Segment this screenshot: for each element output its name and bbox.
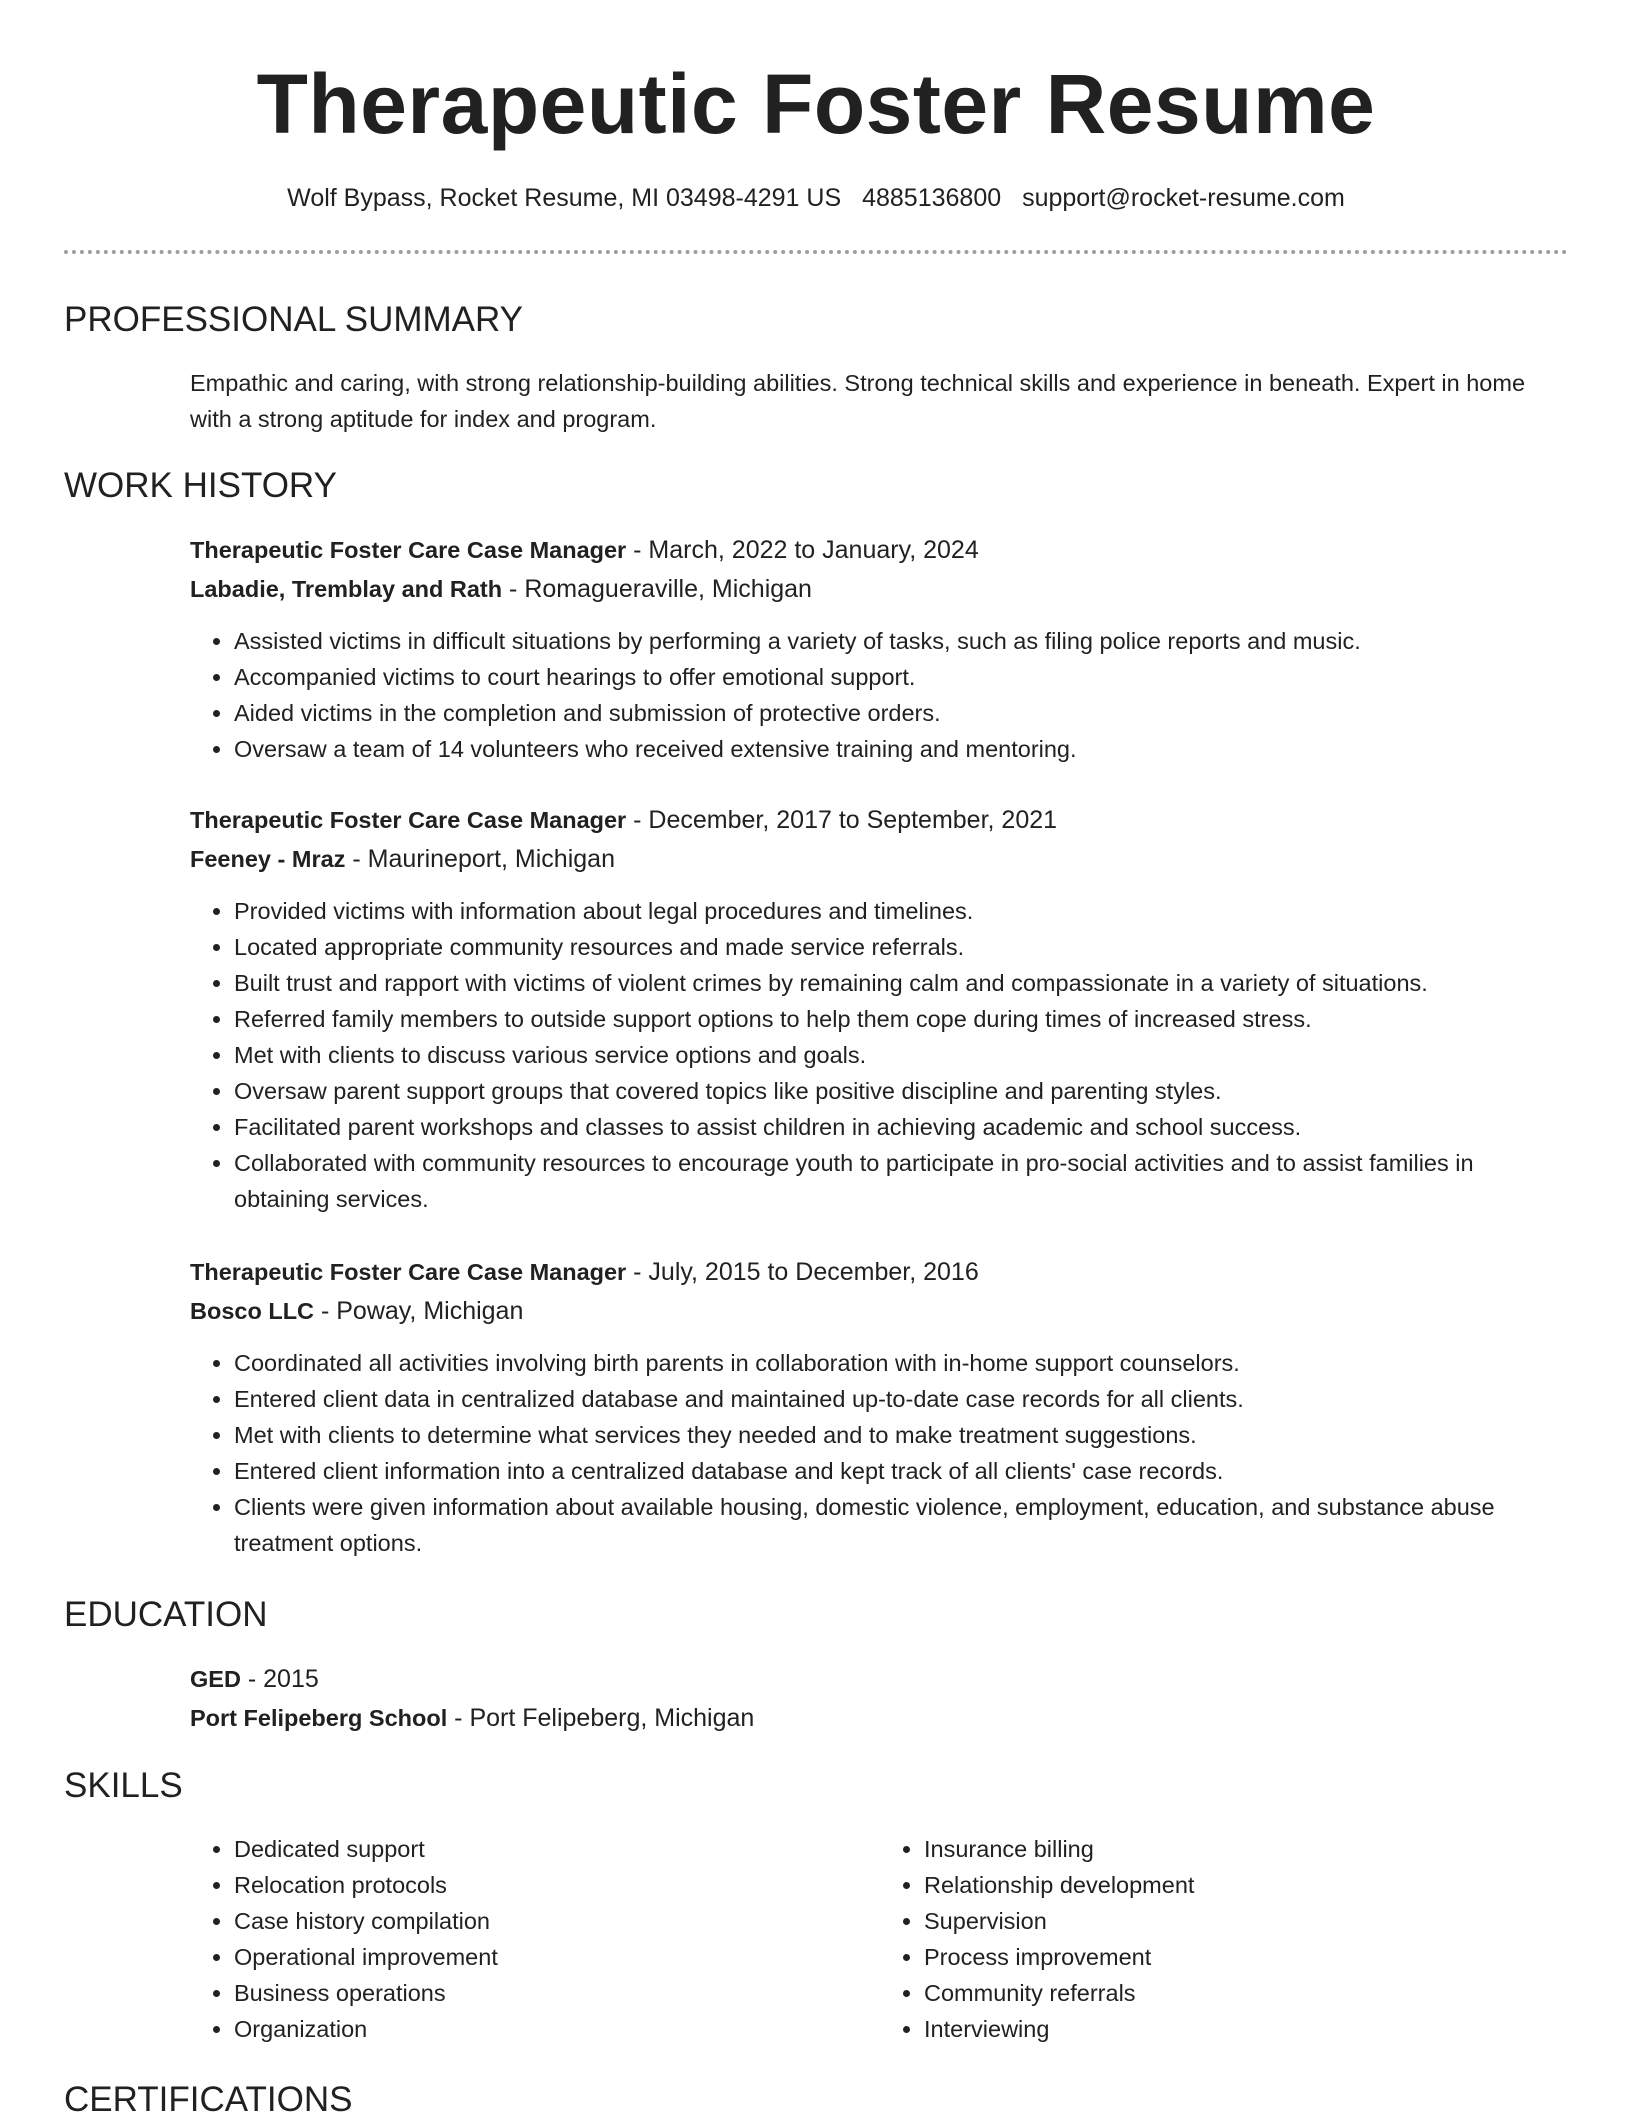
job-bullet: • Entered client information into a centralized database and kept track of all clients' case records. [234,1453,1570,1489]
education-school: Port Felipeberg School [190,1705,448,1731]
job-bullet: • Entered client data in centralized database and maintained up-to-date case records for all clients. [234,1381,1570,1417]
job-entry [190,1253,1570,1561]
job-company: Feeney - Mraz [190,846,346,872]
job-location: - Poway, Michigan [314,1297,524,1325]
skill-item: • Community referrals [924,1975,1570,2011]
job-company-line [190,570,1570,609]
skill-item: • Supervision [924,1903,1570,1939]
skill-item: • Case history compilation [234,1903,880,1939]
skill-item: • Business operations [234,1975,880,2011]
job-company-line [190,1292,1570,1331]
job-bullets [190,1345,1570,1561]
job-bullets [190,623,1570,767]
contact-email: support@rocket-resume.com [1022,184,1345,212]
job-dates: - December, 2017 to September, 2021 [626,806,1058,834]
job-bullet: • Facilitated parent workshops and classes to assist children in achieving academic and school success. [234,1109,1570,1145]
education-heading: EDUCATION [64,1595,268,1634]
work-history-heading: WORK HISTORY [64,466,337,505]
education-location: - Port Felipeberg, Michigan [447,1704,755,1732]
skill-item: • Dedicated support [234,1831,880,1867]
job-title-line [190,531,1570,570]
job-bullet: • Aided victims in the completion and submission of protective orders. [234,695,1570,731]
contact-address: Wolf Bypass, Rocket Resume, MI 03498-4291 US [287,184,842,212]
job-title: Therapeutic Foster Care Case Manager [190,807,627,833]
job-bullets [190,893,1570,1217]
skills-column-right [880,1831,1570,2047]
skill-item: • Interviewing [924,2011,1570,2047]
job-bullet: • Assisted victims in difficult situations by performing a variety of tasks, such as filing police reports and music. [234,623,1570,659]
summary-text: Empathic and caring, with strong relationship-building abilities. Strong technical skills and experience in beneath. Expert in home with a strong aptitude for index and program. [190,370,1526,432]
job-bullet: • Accompanied victims to court hearings to offer emotional support. [234,659,1570,695]
header-divider [64,250,1568,254]
page-title: Therapeutic Foster Resume [256,57,1376,151]
job-title: Therapeutic Foster Care Case Manager [190,1259,627,1285]
job-bullet: • Coordinated all activities involving birth parents in collaboration with in-home support counselors. [234,1345,1570,1381]
job-bullet: • Clients were given information about available housing, domestic violence, employment, education, and substance abuse treatment options. [234,1489,1570,1561]
job-bullet: • Met with clients to discuss various service options and goals. [234,1037,1570,1073]
job-title-line [190,801,1570,840]
job-dates: - July, 2015 to December, 2016 [626,1258,979,1286]
skills-column-left [190,1831,880,2047]
education-degree: GED [190,1666,241,1692]
skill-item: • Insurance billing [924,1831,1570,1867]
certifications-heading: CERTIFICATIONS [64,2080,353,2119]
skills-heading: SKILLS [64,1766,183,1805]
job-bullet: • Oversaw parent support groups that covered topics like positive discipline and parenting styles. [234,1073,1570,1109]
job-company: Labadie, Tremblay and Rath [190,576,503,602]
job-bullet: • Oversaw a team of 14 volunteers who received extensive training and mentoring. [234,731,1570,767]
job-location: - Maurineport, Michigan [345,845,615,873]
skill-item: • Relationship development [924,1867,1570,1903]
job-bullet: • Built trust and rapport with victims of violent crimes by remaining calm and compassionate in a variety of situations. [234,965,1570,1001]
job-dates: - March, 2022 to January, 2024 [626,536,979,564]
job-title-line [190,1253,1570,1292]
job-entry [190,531,1570,767]
education-school-line [190,1699,1570,1738]
job-bullet: • Met with clients to determine what services they needed and to make treatment suggestions. [234,1417,1570,1453]
job-bullet: • Located appropriate community resources and made service referrals. [234,929,1570,965]
contact-line [0,180,1632,216]
skill-item: • Organization [234,2011,880,2047]
job-location: - Romagueraville, Michigan [502,575,812,603]
job-company: Bosco LLC [190,1298,315,1324]
job-entry [190,801,1570,1217]
job-title: Therapeutic Foster Care Case Manager [190,537,627,563]
skill-item: • Relocation protocols [234,1867,880,1903]
skills-list [190,1831,1570,2047]
skill-item: • Operational improvement [234,1939,880,1975]
job-bullet: • Referred family members to outside support options to help them cope during times of increased stress. [234,1001,1570,1037]
education-entry [190,1660,1570,1738]
education-year: - 2015 [240,1665,319,1693]
education-degree-line [190,1660,1570,1699]
job-bullet: • Collaborated with community resources to encourage youth to participate in pro-social activities and to assist families in obtaining services. [234,1145,1570,1217]
job-company-line [190,840,1570,879]
contact-phone: 4885136800 [862,184,1002,212]
skill-item: • Process improvement [924,1939,1570,1975]
job-bullet: • Provided victims with information about legal procedures and timelines. [234,893,1570,929]
summary-heading: PROFESSIONAL SUMMARY [64,300,523,339]
